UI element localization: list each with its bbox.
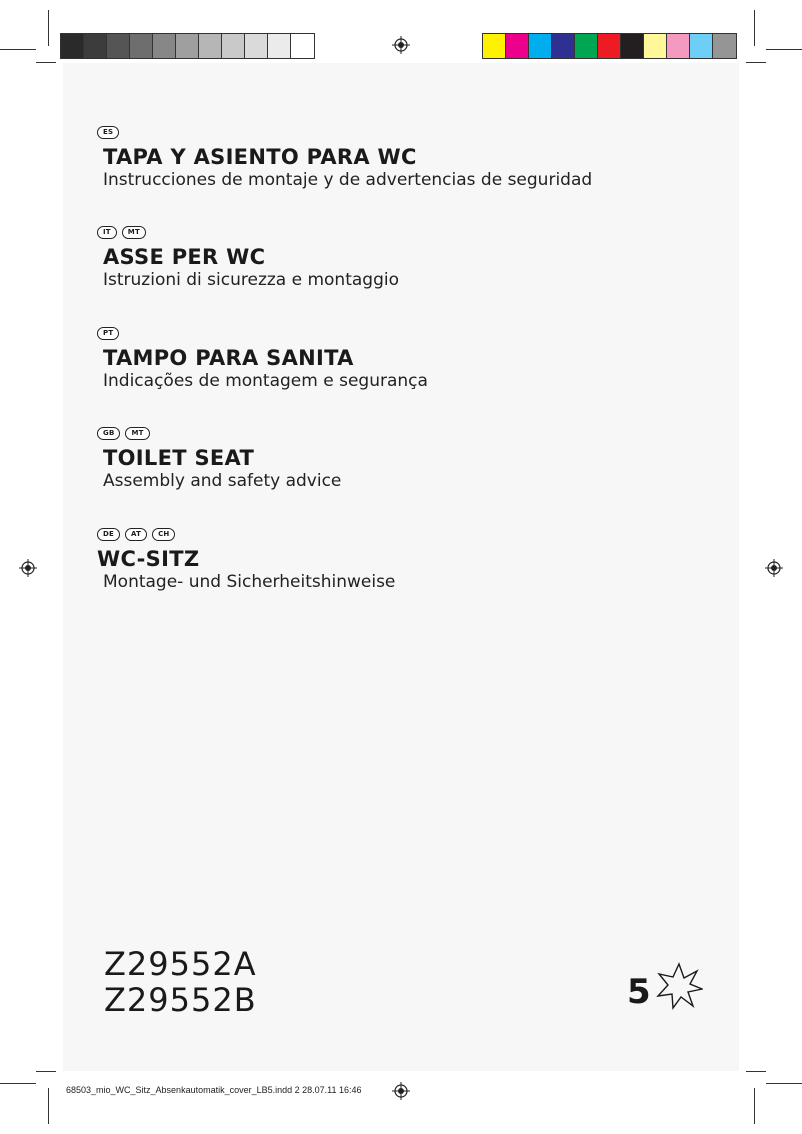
crop-mark xyxy=(48,1088,49,1124)
model-numbers xyxy=(104,946,257,1018)
grayscale-swatch xyxy=(84,34,107,58)
crop-mark xyxy=(766,49,802,50)
crop-mark xyxy=(48,10,49,46)
section-title: TAPA Y ASIENTO PARA WC xyxy=(103,145,417,169)
language-badge: MT xyxy=(125,427,149,440)
section-title: ASSE PER WC xyxy=(103,245,266,269)
section-de xyxy=(97,528,395,593)
cmyk-color-bar xyxy=(482,33,737,59)
color-swatch xyxy=(621,34,644,58)
grayscale-swatch xyxy=(291,34,314,58)
color-swatch xyxy=(483,34,506,58)
section-subtitle: Assembly and safety advice xyxy=(103,471,342,491)
crop-mark xyxy=(754,10,755,46)
grayscale-swatch xyxy=(107,34,130,58)
registration-mark-icon xyxy=(19,559,37,577)
language-badge: DE xyxy=(97,528,120,541)
color-swatch xyxy=(552,34,575,58)
star-icon xyxy=(655,962,703,1014)
language-badge: AT xyxy=(125,528,147,541)
color-swatch xyxy=(529,34,552,58)
language-badges xyxy=(97,126,592,140)
language-badges xyxy=(97,327,428,341)
language-badges xyxy=(97,226,399,240)
registration-mark-icon xyxy=(392,36,410,54)
language-badge: ES xyxy=(97,126,119,139)
crop-mark xyxy=(766,1083,802,1084)
crop-mark xyxy=(0,49,36,50)
grayscale-swatch xyxy=(130,34,153,58)
section-it xyxy=(97,226,399,291)
section-gb xyxy=(97,427,341,492)
grayscale-swatch xyxy=(61,34,84,58)
crop-mark xyxy=(36,62,56,63)
section-title: WC-SITZ xyxy=(97,547,200,571)
page-number: 5 xyxy=(627,972,651,1012)
section-es xyxy=(97,126,592,191)
model-number: Z29552A xyxy=(104,945,257,983)
section-title: TOILET SEAT xyxy=(103,446,255,470)
crop-mark xyxy=(746,1071,766,1072)
registration-mark-icon xyxy=(765,559,783,577)
section-pt xyxy=(97,327,428,392)
section-subtitle: Montage- und Sicherheitshinweise xyxy=(103,572,396,592)
color-swatch xyxy=(598,34,621,58)
section-title: TAMPO PARA SANITA xyxy=(103,346,354,370)
section-subtitle: Instrucciones de montaje y de advertencias de seguridad xyxy=(103,170,593,190)
language-badge: GB xyxy=(97,427,120,440)
section-subtitle: Indicações de montagem e segurança xyxy=(103,371,428,391)
crop-mark xyxy=(0,1083,36,1084)
grayscale-swatch xyxy=(222,34,245,58)
crop-mark xyxy=(746,62,766,63)
color-swatch xyxy=(644,34,667,58)
grayscale-swatch xyxy=(176,34,199,58)
language-badge: CH xyxy=(152,528,175,541)
language-badges xyxy=(97,528,395,542)
language-badge: IT xyxy=(97,226,117,239)
color-swatch xyxy=(667,34,690,58)
section-subtitle: Istruzioni di sicurezza e montaggio xyxy=(103,270,399,290)
crop-mark xyxy=(754,1088,755,1124)
language-badge: PT xyxy=(97,327,119,340)
grayscale-swatch xyxy=(153,34,176,58)
registration-mark-icon xyxy=(392,1082,410,1100)
color-swatch xyxy=(575,34,598,58)
color-swatch xyxy=(506,34,529,58)
grayscale-swatch xyxy=(245,34,268,58)
crop-mark xyxy=(36,1071,56,1072)
grayscale-swatch xyxy=(268,34,291,58)
file-slug: 68503_mio_WC_Sitz_Absenkautomatik_cover_LB5.indd 2 28.07.11 16:46 xyxy=(66,1085,362,1095)
color-swatch xyxy=(713,34,736,58)
model-number: Z29552B xyxy=(104,981,257,1019)
color-swatch xyxy=(690,34,713,58)
grayscale-color-bar xyxy=(60,33,315,59)
language-badges xyxy=(97,427,341,441)
grayscale-swatch xyxy=(199,34,222,58)
language-badge: MT xyxy=(122,226,146,239)
